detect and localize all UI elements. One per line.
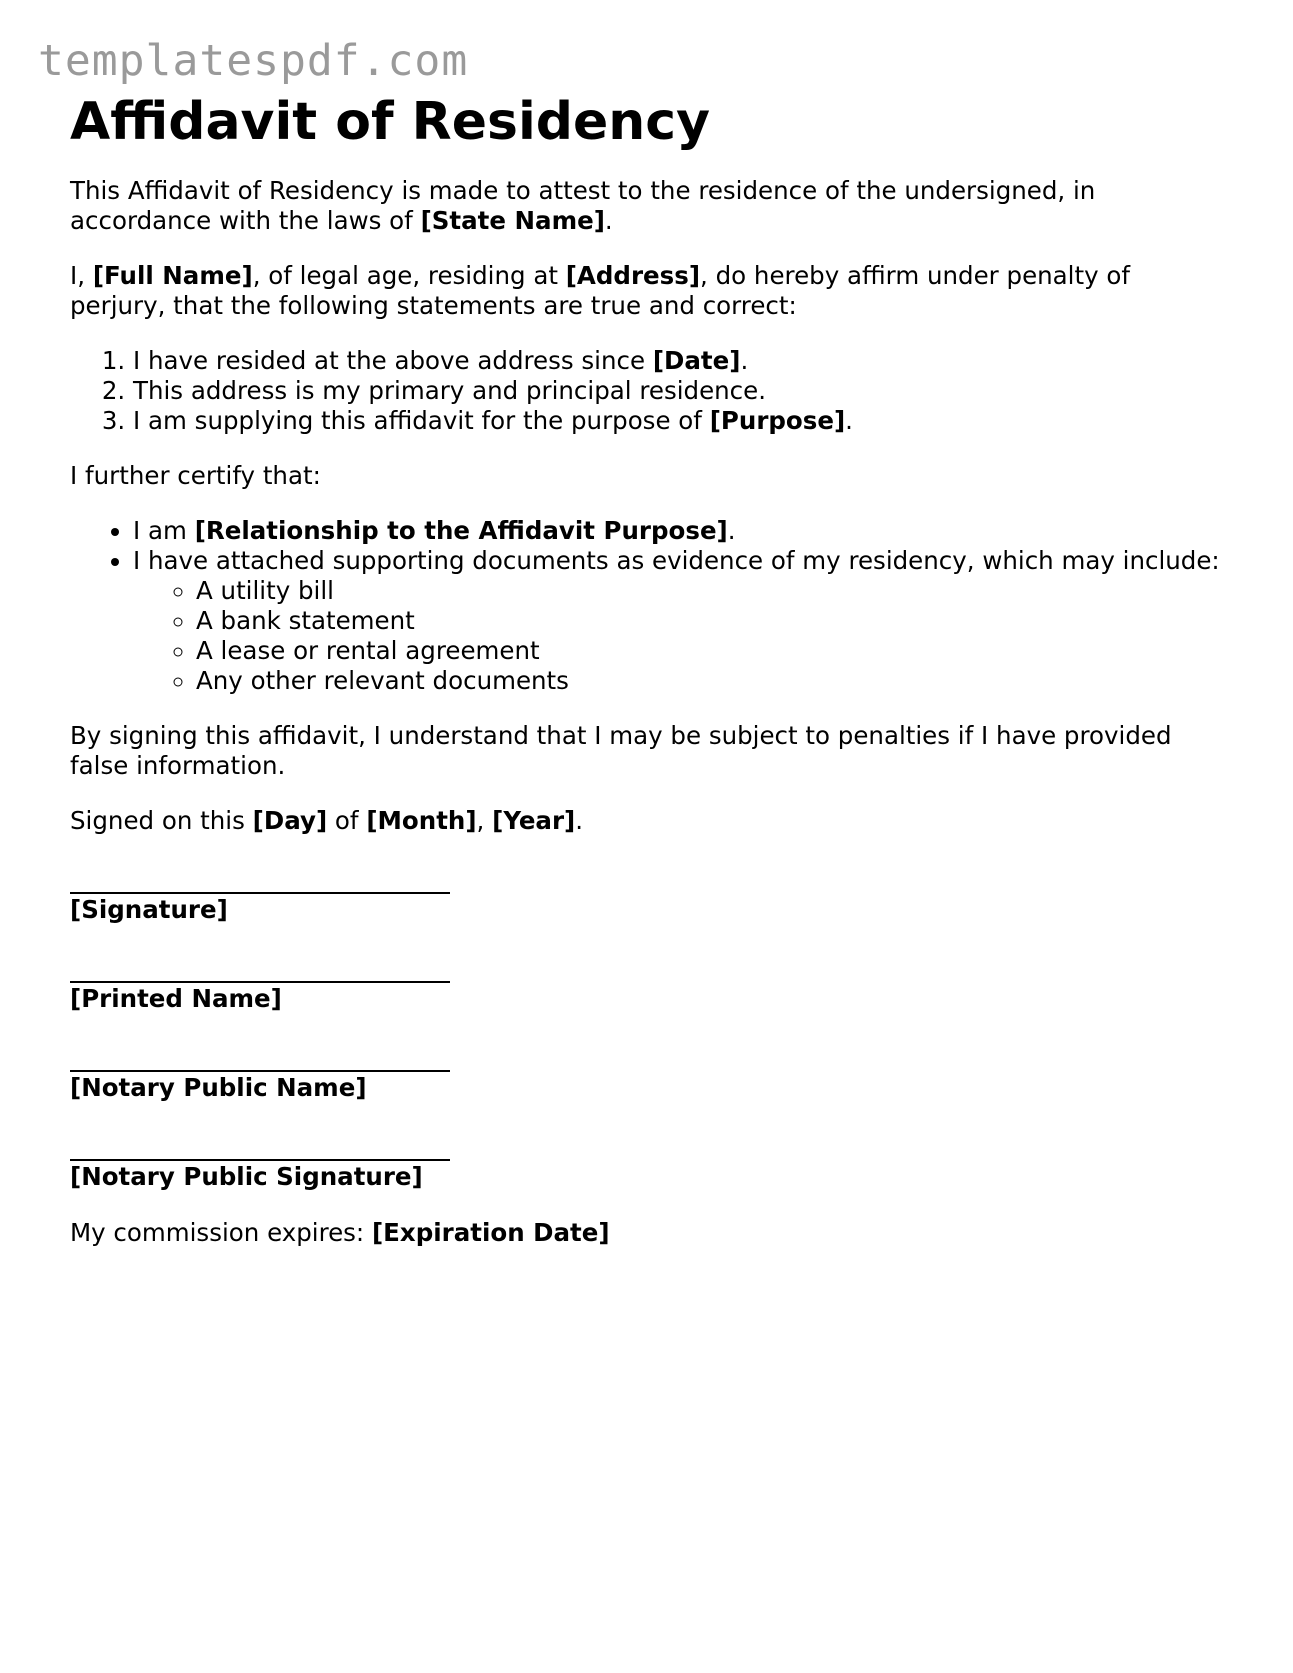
certify-text: I am — [133, 516, 195, 545]
statement-text: I have resided at the above address since — [133, 346, 653, 375]
notary-name-line[interactable] — [70, 1040, 450, 1072]
certify-text: I have attached supporting documents as evidence of my residency, which may include: — [133, 546, 1220, 575]
commission-label: My commission expires: — [70, 1218, 372, 1247]
affirm-prefix: I, — [70, 261, 93, 290]
signature-block — [70, 862, 1230, 925]
day-field: [Day] — [252, 806, 328, 835]
relationship-field: [Relationship to the Affidavit Purpose] — [194, 516, 728, 545]
purpose-field: [Purpose] — [709, 406, 846, 435]
affirm-mid: , of legal age, residing at — [252, 261, 566, 290]
document-item: ◦ A bank statement — [196, 606, 1230, 636]
signed-date-paragraph — [70, 806, 1230, 836]
month-field: [Month] — [366, 806, 477, 835]
watermark-text: templatespdf.com — [38, 36, 469, 86]
intro-paragraph — [70, 176, 1230, 236]
address-field: [Address] — [565, 261, 701, 290]
affirmation-paragraph — [70, 261, 1230, 321]
signed-of: of — [327, 806, 367, 835]
year-field: [Year] — [492, 806, 576, 835]
notary-name-block — [70, 1040, 1230, 1103]
signed-comma: , — [476, 806, 493, 835]
signature-line[interactable] — [70, 862, 450, 894]
document-item: ◦ A utility bill — [196, 576, 1230, 606]
statement-text: I am supplying this affidavit for the purpose of — [133, 406, 710, 435]
printed-name-block — [70, 951, 1230, 1014]
affirm-end: , do hereby affirm under penalty of perjury, that the following statements are true and correct: — [70, 261, 1131, 320]
notary-signature-label: [Notary Public Signature] — [70, 1162, 423, 1191]
certify-item — [133, 546, 1230, 696]
document-item: ◦ A lease or rental agreement — [196, 636, 1230, 666]
certify-list — [70, 516, 1230, 696]
statements-list — [70, 346, 1230, 436]
penalty-paragraph: By signing this affidavit, I understand that I may be subject to penalties if I have provided false information. — [70, 721, 1172, 780]
date-field: [Date] — [652, 346, 741, 375]
intro-end: . — [604, 206, 613, 235]
printed-name-label: [Printed Name] — [70, 984, 282, 1013]
certify-end: . — [727, 516, 736, 545]
notary-signature-block — [70, 1129, 1230, 1192]
statement-item — [133, 376, 1230, 406]
document-title: Affidavit of Residency — [70, 92, 710, 152]
document-body — [70, 92, 1230, 1273]
commission-paragraph — [70, 1218, 1230, 1248]
statement-end: . — [740, 346, 749, 375]
statement-item — [133, 346, 1230, 376]
statement-end: . — [845, 406, 853, 435]
printed-name-line[interactable] — [70, 951, 450, 983]
full-name-field: [Full Name] — [92, 261, 253, 290]
statement-item — [133, 406, 1230, 436]
signed-end: . — [575, 806, 584, 835]
statement-text: This address is my primary and principal residence. — [133, 376, 767, 405]
signed-prefix: Signed on this — [70, 806, 253, 835]
expiration-date-field: [Expiration Date] — [371, 1218, 610, 1247]
certify-heading: I further certify that: — [70, 461, 321, 490]
supporting-documents-list — [133, 576, 1230, 696]
notary-signature-line[interactable] — [70, 1129, 450, 1161]
document-item: ◦ Any other relevant documents — [196, 666, 1230, 696]
state-name-field: [State Name] — [420, 206, 605, 235]
notary-name-label: [Notary Public Name] — [70, 1073, 367, 1102]
intro-text: This Affidavit of Residency is made to attest to the residence of the undersigned, in accordance with the laws of — [70, 176, 1096, 235]
certify-item — [133, 516, 1230, 546]
signature-label: [Signature] — [70, 895, 228, 924]
